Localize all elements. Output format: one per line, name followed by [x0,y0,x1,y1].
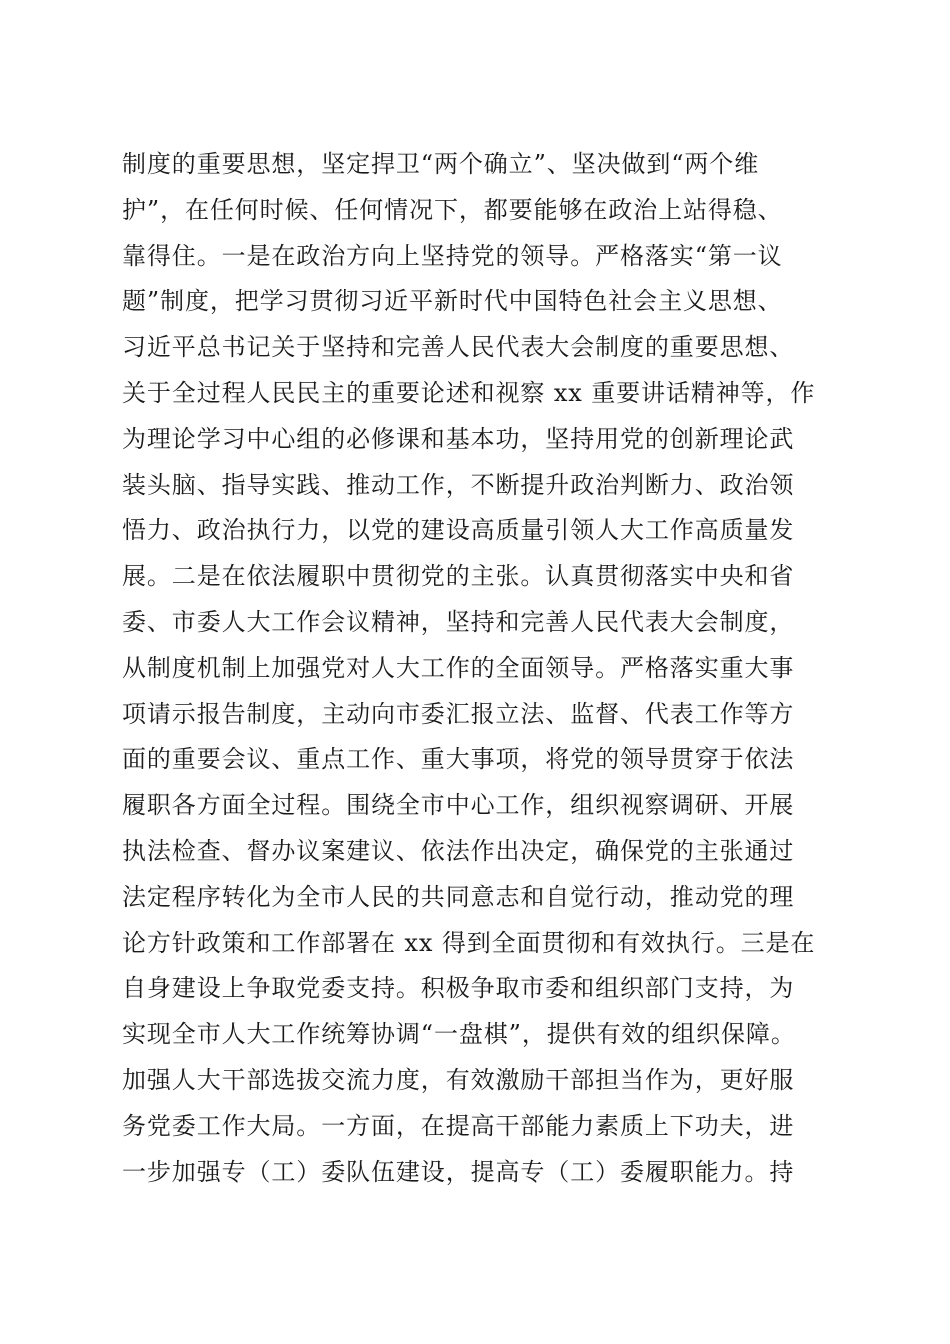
text-line: 展。二是在依法履职中贯彻党的主张。认真贯彻落实中央和省 [122,562,795,591]
text-line: 务党委工作大局。一方面，在提高干部能力素质上下功夫，进 [122,1111,795,1140]
text-line: 为理论学习中心组的必修课和基本功，坚持用党的创新理论武 [122,424,795,453]
text-line: 装头脑、指导实践、推动工作，不断提升政治判断力、政治领 [122,470,795,499]
text-line: 法定程序转化为全市人民的共同意志和自觉行动，推动党的理 [122,882,795,911]
body-paragraph [122,142,842,1195]
text-line: 自身建设上争取党委支持。积极争取市委和组织部门支持，为 [122,974,795,1003]
text-line: 执法检查、督办议案建议、依法作出决定，确保党的主张通过 [122,836,795,865]
text-line: 履职各方面全过程。围绕全市中心工作，组织视察调研、开展 [122,791,795,820]
text-line: 护”，在任何时候、任何情况下，都要能够在政治上站得稳、 [122,195,783,224]
text-line: 一步加强专（工）委队伍建设，提高专（工）委履职能力。持 [122,1157,795,1186]
text-line: 加强人大干部选拔交流力度，有效激励干部担当作为，更好服 [122,1065,795,1094]
text-line: 从制度机制上加强党对人大工作的全面领导。严格落实重大事 [122,653,795,682]
text-line: 制度的重要思想，坚定捍卫“两个确立”、坚决做到“两个维 [122,150,760,178]
text-line: 悟力、政治执行力，以党的建设高质量引领人大工作高质量发 [122,516,795,545]
text-line: 实现全市人大工作统筹协调“一盘棋”，提供有效的组织保障。 [122,1020,796,1049]
text-line: 项请示报告制度，主动向市委汇报立法、监督、代表工作等方 [122,699,795,728]
text-line: 面的重要会议、重点工作、重大事项，将党的领导贯穿于依法 [122,745,795,774]
text-line: 委、市委人大工作会议精神，坚持和完善人民代表大会制度， [122,607,795,636]
text-line: 论方针政策和工作部署在 xx 得到全面贯彻和有效执行。三是在 [122,928,816,957]
text-line: 关于全过程人民民主的重要论述和视察 xx 重要讲话精神等，作 [122,378,816,407]
text-line: 靠得住。一是在政治方向上坚持党的领导。严格落实“第一议 [122,241,783,270]
text-line: 习近平总书记关于坚持和完善人民代表大会制度的重要思想、 [122,333,795,362]
text-line: 题”制度，把学习贯彻习近平新时代中国特色社会主义思想、 [122,287,783,316]
